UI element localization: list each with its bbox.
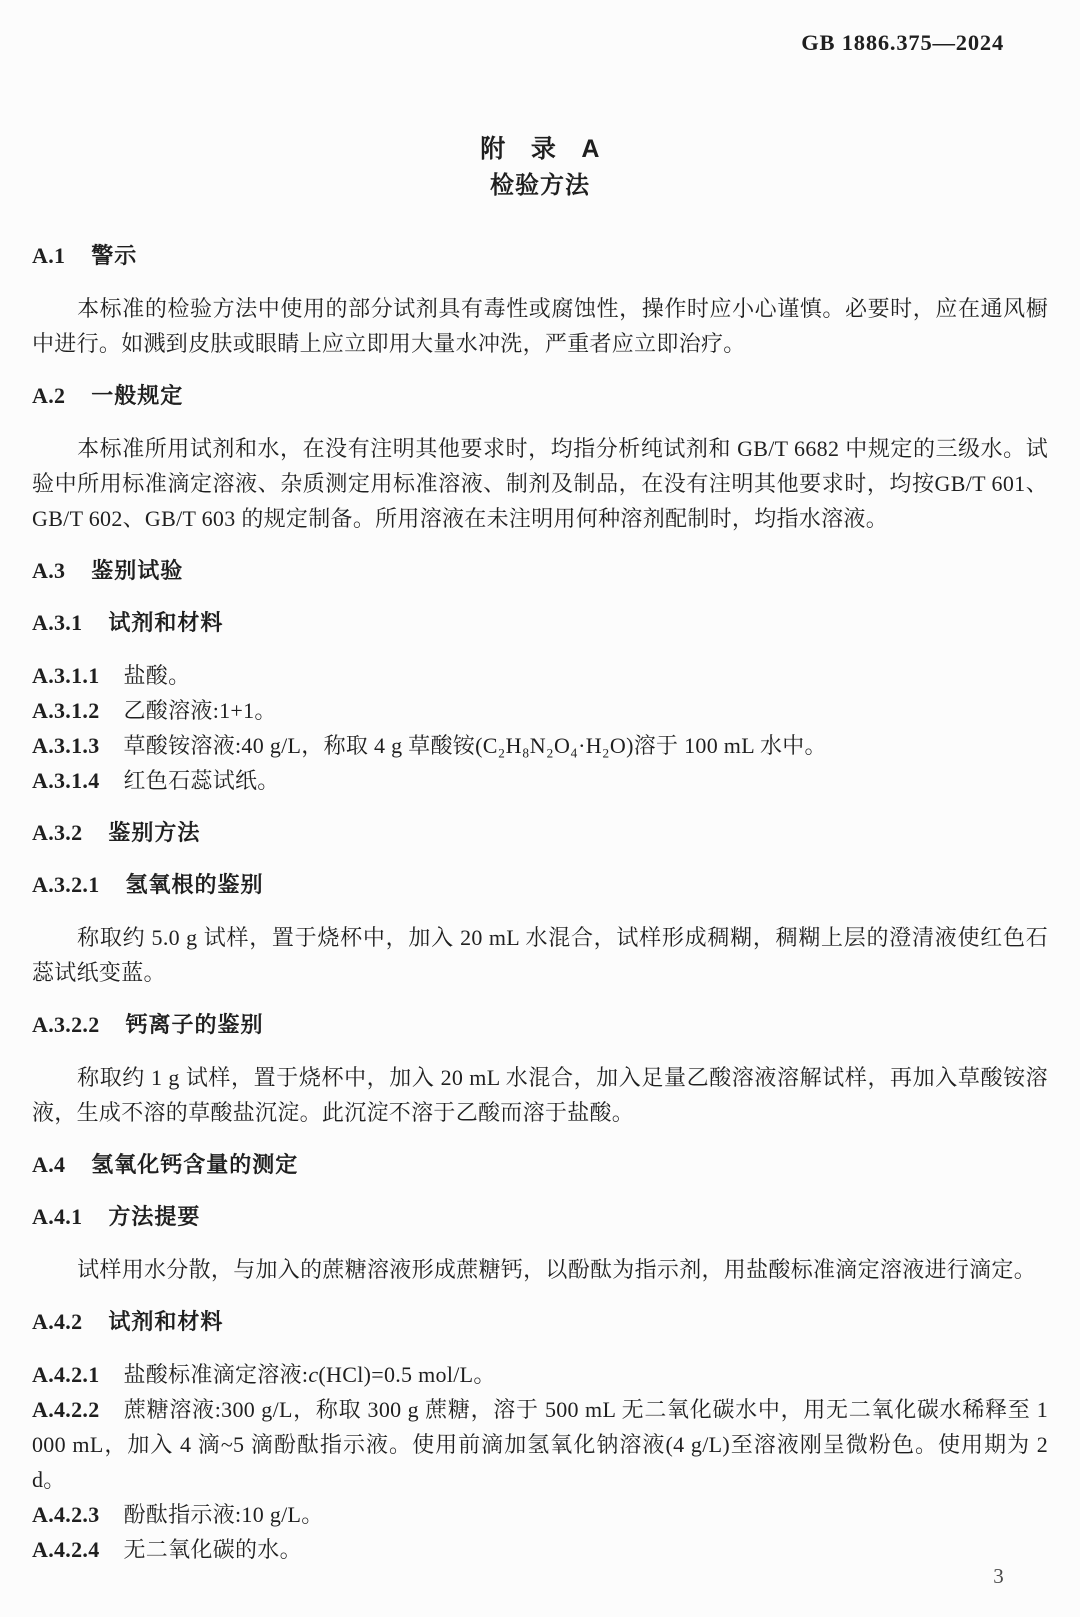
- item-text: 乙酸溶液:1+1。: [123, 698, 277, 723]
- item-number: A.4.2.1: [32, 1362, 100, 1387]
- item-a311: [32, 658, 1048, 693]
- item-text: (HCl)=0.5 mol/L。: [318, 1362, 496, 1387]
- item-number: A.3.1.1: [32, 663, 100, 688]
- section-number: A.4.1: [32, 1204, 83, 1229]
- item-text: 红色石蕊试纸。: [123, 768, 280, 793]
- appendix-title: 附 录 A: [480, 135, 600, 163]
- item-number: A.3.1.4: [32, 768, 100, 793]
- section-number: A.3.2: [32, 820, 83, 845]
- item-a313: [32, 728, 1048, 763]
- item-text: 蔗糖溶液:300 g/L，称取 300 g 蔗糖，溶于 500 mL 无二氧化碳水中，用无二氧化碳水稀释至 1 000 mL，加入 4 滴~5 滴酚酞指示液。使用前滴加氢氧化钠溶液(4 g/L)至溶液刚呈微粉色。使用期为 2 d。: [32, 1397, 1048, 1492]
- paragraph-general-rules: 本标准所用试剂和水，在没有注明其他要求时，均指分析纯试剂和 GB/T 6682 中规定的三级水。试验中所用标准滴定溶液、杂质测定用标准溶液、制剂及制品，在没有注明其他要求时，均按GB/T 601、GB/T 602、GB/T 603 的规定制备。所用溶液在未注明用何种溶剂配制时，均指水溶液。: [32, 436, 1048, 531]
- section-heading-a1: [32, 238, 1048, 273]
- section-title: 试剂和材料: [108, 1309, 224, 1334]
- section-number: A.1: [32, 243, 66, 268]
- item-number: A.4.2.2: [32, 1397, 100, 1422]
- section-number: A.2: [32, 383, 66, 408]
- section-title: 氢氧化钙含量的测定: [91, 1152, 299, 1177]
- item-text: 草酸铵溶液:40 g/L，称取 4 g 草酸铵(C₂H₈N₂O₄·H₂O)溶于 100 mL 水中。: [123, 733, 827, 758]
- paragraph-hydroxide-test: 称取约 5.0 g 试样，置于烧杯中，加入 20 mL 水混合，试样形成稠糊，稠糊上层的澄清液使红色石蕊试纸变蓝。: [32, 925, 1048, 985]
- section-number: A.4: [32, 1152, 66, 1177]
- page-number: 3: [993, 1564, 1004, 1588]
- section-title: 警示: [91, 243, 138, 268]
- section-title: 试剂和材料: [108, 610, 224, 635]
- section-heading-a322: [32, 1007, 1048, 1042]
- item-number: A.3.1.2: [32, 698, 100, 723]
- section-heading-a321: [32, 867, 1048, 902]
- paragraph-calcium-test: 称取约 1 g 试样，置于烧杯中，加入 20 mL 水混合，加入足量乙酸溶液溶解试样，再加入草酸铵溶液，生成不溶的草酸盐沉淀。此沉淀不溶于乙酸而溶于盐酸。: [32, 1065, 1048, 1125]
- section-title: 一般规定: [91, 383, 184, 408]
- section-heading-a42: [32, 1304, 1048, 1339]
- appendix-subtitle: 检验方法: [490, 172, 590, 199]
- item-text: 无二氧化碳的水。: [123, 1537, 302, 1562]
- section-heading-a4: [32, 1147, 1048, 1182]
- standard-code: GB 1886.375—2024: [801, 30, 1004, 55]
- section-heading-a41: [32, 1199, 1048, 1234]
- item-number: A.4.2.4: [32, 1537, 100, 1562]
- section-title: 鉴别方法: [108, 820, 201, 845]
- section-heading-a2: [32, 378, 1048, 413]
- paragraph-method-summary: 试样用水分散，与加入的蔗糖溶液形成蔗糖钙，以酚酞为指示剂，用盐酸标准滴定溶液进行滴定。: [77, 1257, 1036, 1282]
- item-a424: [32, 1532, 1048, 1567]
- item-a421: [32, 1357, 1048, 1392]
- section-heading-a32: [32, 815, 1048, 850]
- item-a422: [32, 1392, 1048, 1497]
- section-number: A.3: [32, 558, 66, 583]
- item-text: 酚酞指示液:10 g/L。: [123, 1502, 324, 1527]
- section-number: A.3.2.2: [32, 1012, 100, 1037]
- section-heading-a3: [32, 553, 1048, 588]
- item-text: 盐酸。: [123, 663, 191, 688]
- section-heading-a31: [32, 605, 1048, 640]
- section-title: 方法提要: [108, 1204, 201, 1229]
- concentration-symbol: c: [308, 1362, 319, 1387]
- section-number: A.3.2.1: [32, 872, 100, 897]
- item-a312: [32, 693, 1048, 728]
- item-a423: [32, 1497, 1048, 1532]
- paragraph-warning: 本标准的检验方法中使用的部分试剂具有毒性或腐蚀性，操作时应小心谨慎。必要时，应在通风橱中进行。如溅到皮肤或眼睛上应立即用大量水冲洗，严重者应立即治疗。: [32, 296, 1048, 356]
- section-title: 氢氧根的鉴别: [125, 872, 264, 897]
- section-number: A.3.1: [32, 610, 83, 635]
- item-text: 盐酸标准滴定溶液:: [123, 1362, 309, 1387]
- section-title: 鉴别试验: [91, 558, 184, 583]
- section-number: A.4.2: [32, 1309, 83, 1334]
- section-title: 钙离子的鉴别: [125, 1012, 264, 1037]
- item-a314: [32, 763, 1048, 798]
- item-number: A.4.2.3: [32, 1502, 100, 1527]
- item-number: A.3.1.3: [32, 733, 100, 758]
